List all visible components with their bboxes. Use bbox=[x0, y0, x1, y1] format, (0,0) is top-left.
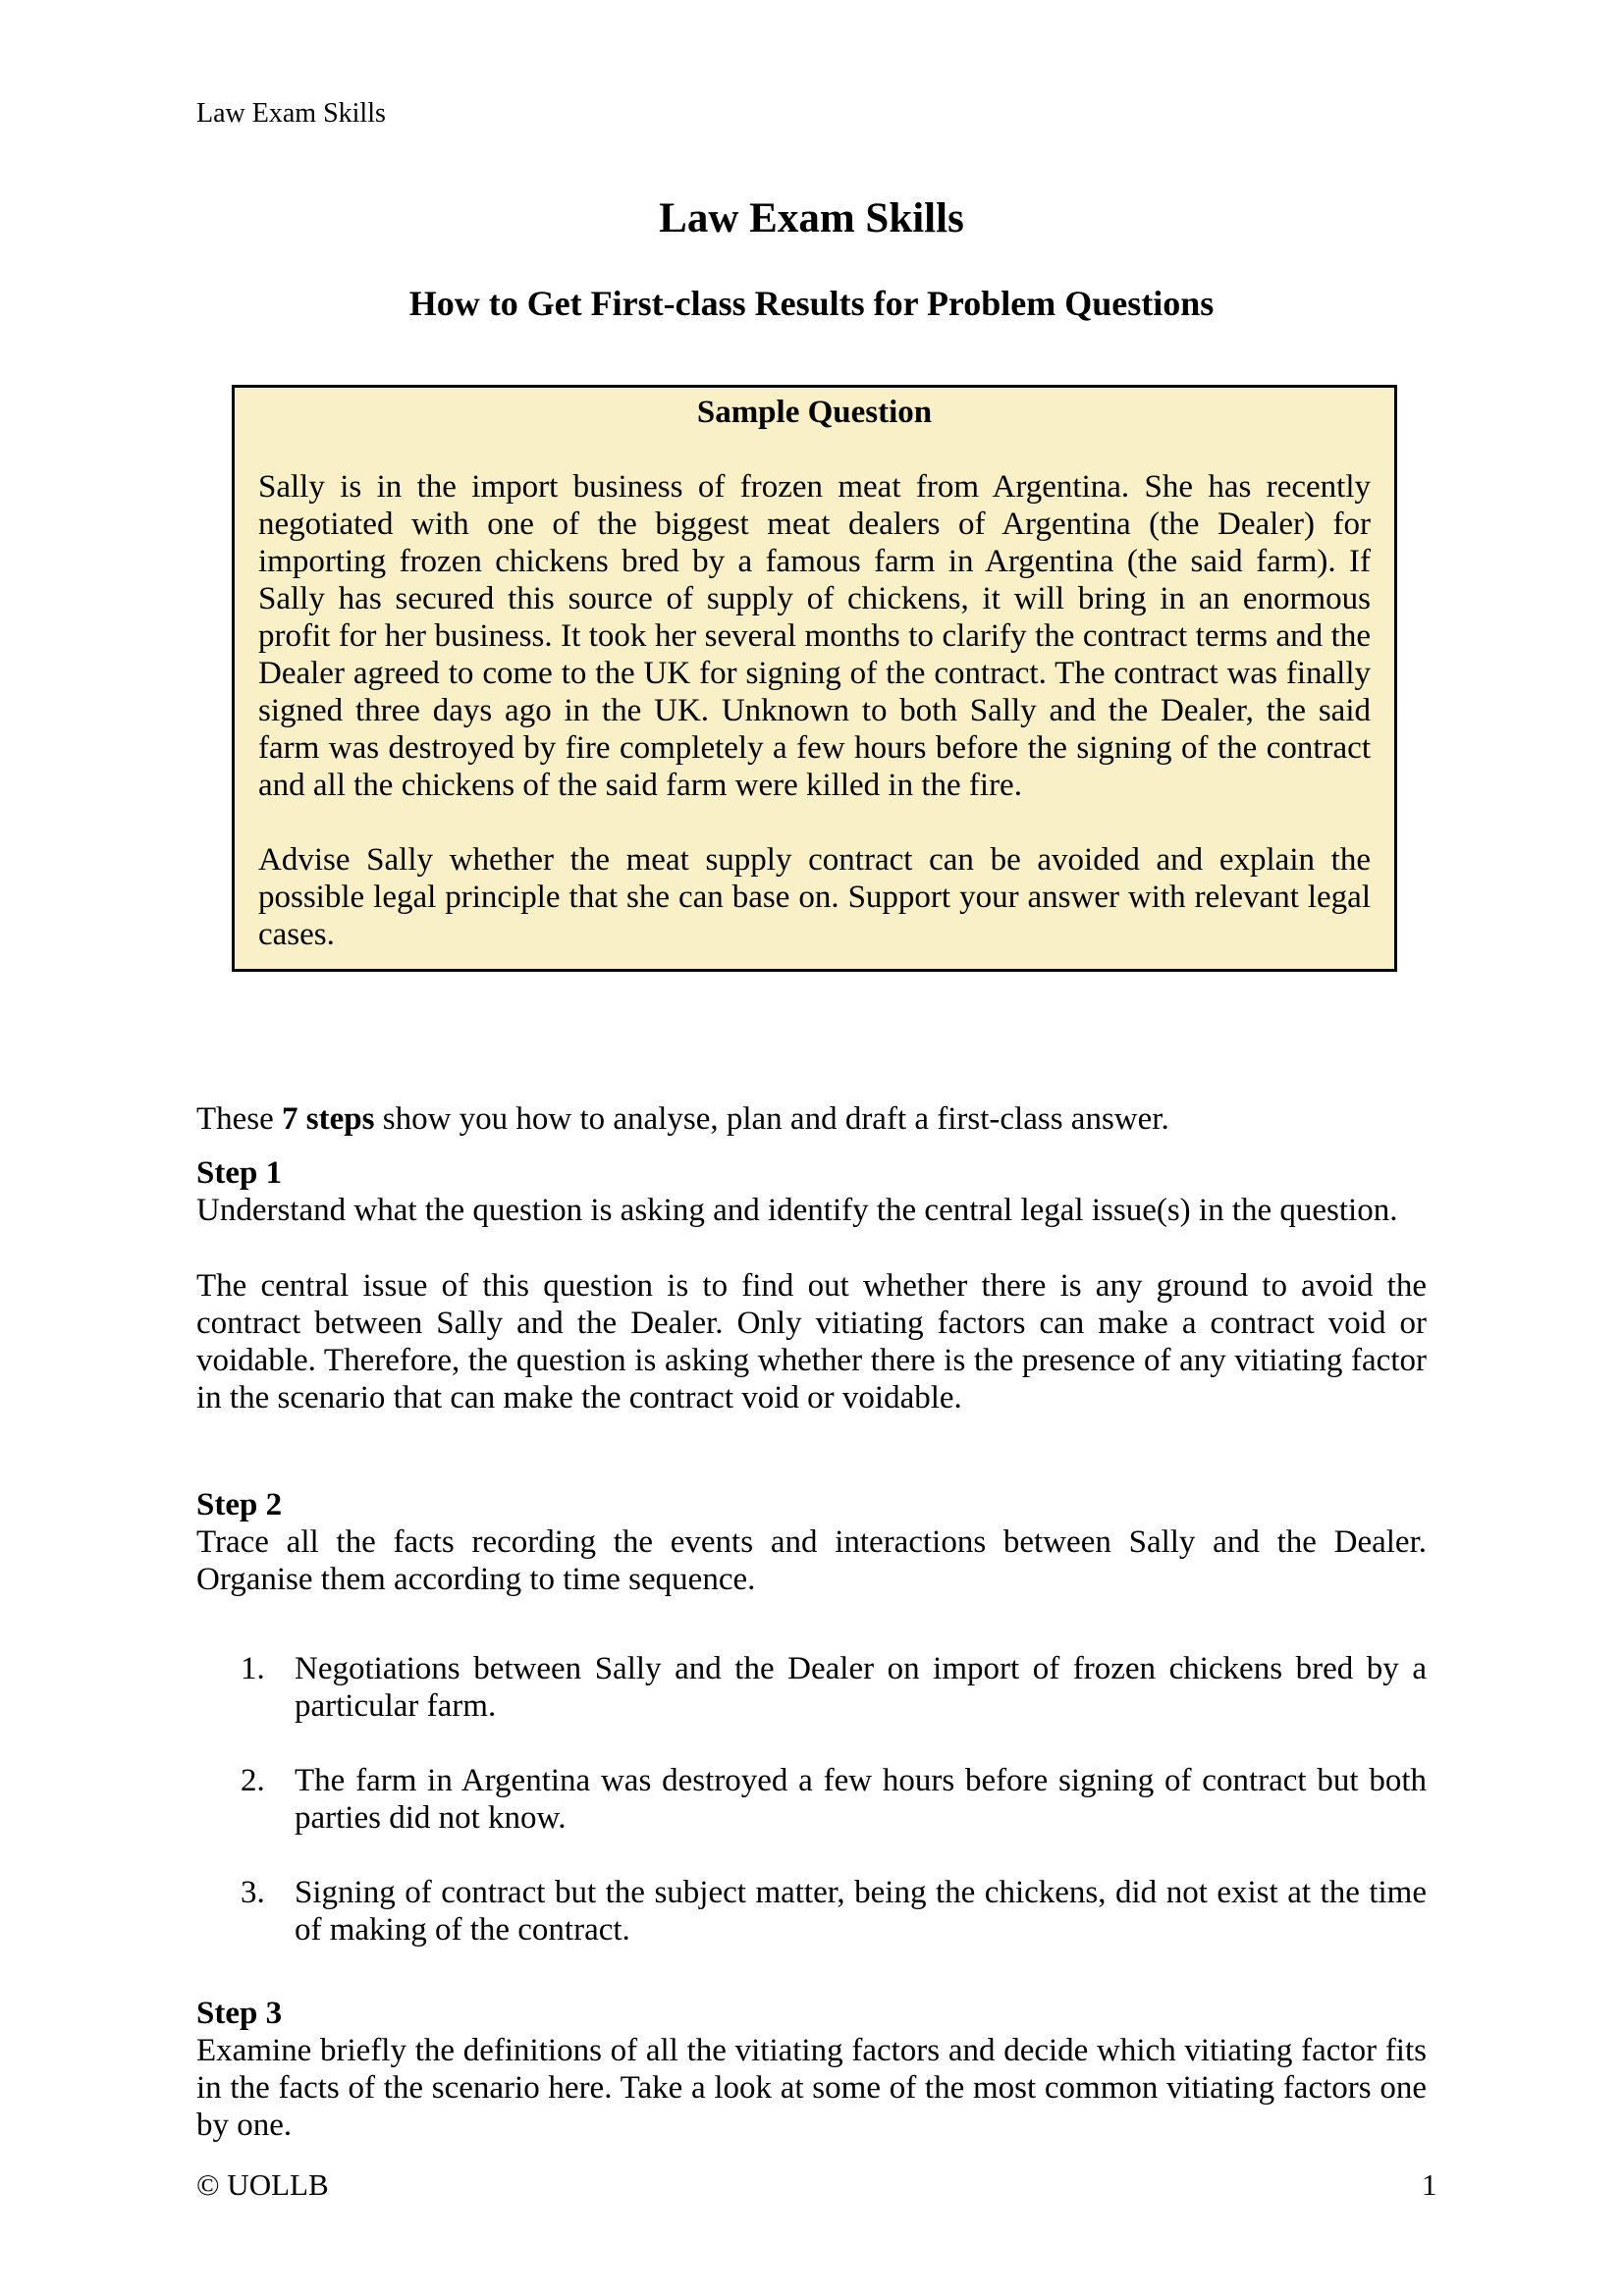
step-1-label: Step 1 bbox=[196, 1155, 283, 1191]
document-body bbox=[196, 0, 1427, 2144]
list-item-3-number: 3. bbox=[241, 1875, 265, 1910]
intro-text-post: show you how to analyse, plan and draft a first-class answer. bbox=[374, 1101, 1169, 1137]
step-3-section bbox=[196, 1995, 1427, 2144]
list-item bbox=[196, 1874, 1427, 1949]
list-item bbox=[196, 1762, 1427, 1837]
sample-question-box bbox=[232, 385, 1397, 972]
running-header: Law Exam Skills bbox=[196, 98, 386, 129]
page-subtitle: How to Get First-class Results for Problem Questions bbox=[408, 284, 1215, 323]
step-1-section bbox=[196, 1154, 1427, 1229]
step-3-description: Examine briefly the definitions of all the vitiating factors and decide which vitiating factor fits in the facts of the scenario here. Take a look at some of the most common vitiating factors one by one. bbox=[196, 2033, 1427, 2143]
footer-copyright: © UOLLB bbox=[196, 2167, 329, 2202]
list-item-2-number: 2. bbox=[241, 1763, 265, 1798]
step-2-section bbox=[196, 1486, 1427, 1598]
sample-question-scenario: Sally is in the import business of frozen meat from Argentina. She has recently negotiated with one of the biggest meat dealers of Argentina (the Dealer) for importing frozen chickens bred by a famous farm in Argentina (the said farm). If Sally has secured this source of supply of chickens, it will bring in an enormous profit for her business. It took her several months to clarify the contract terms and the Dealer agreed to come to the UK for signing of the contract. The contract was finally signed three days ago in the UK. Unknown to both Sally and the Dealer, the said farm was destroyed by fire completely a few hours before the signing of the contract and all the chickens of the said farm were killed in the fire. bbox=[258, 469, 1371, 803]
step-3-label: Step 3 bbox=[196, 1996, 283, 2031]
list-item bbox=[196, 1650, 1427, 1725]
list-item-2-text: The farm in Argentina was destroyed a few hours before signing of contract but both parties did not know. bbox=[295, 1763, 1427, 1836]
footer-page-number: 1 bbox=[1422, 2167, 1437, 2202]
step-1-analysis-paragraph: The central issue of this question is to find out whether there is any ground to avoid the contract between Sally and the Dealer. Only vitiating factors can make a contract void or voidable. Therefore, the question is asking whether there is the presence of any vitiating factor in the scenario that can make the contract void or voidable. bbox=[196, 1268, 1427, 1415]
step-2-label: Step 2 bbox=[196, 1487, 283, 1522]
sample-question-task: Advise Sally whether the meat supply contract can be avoided and explain the possible legal principle that she can base on. Support your answer with relevant legal cases. bbox=[258, 842, 1371, 952]
step-1-description: Understand what the question is asking and identify the central legal issue(s) in the question. bbox=[196, 1193, 1398, 1228]
intro-text-pre: These bbox=[196, 1101, 283, 1137]
sample-question-title: Sample Question bbox=[696, 395, 933, 430]
intro-line bbox=[196, 1100, 1427, 1138]
page-title: Law Exam Skills bbox=[659, 195, 964, 241]
list-item-1-number: 1. bbox=[241, 1651, 265, 1686]
list-item-3-text: Signing of contract but the subject matter, being the chickens, did not exist at the time of making of the contract. bbox=[295, 1875, 1427, 1948]
step-2-description: Trace all the facts recording the events and interactions between Sally and the Dealer. Organise them according to time sequence. bbox=[196, 1524, 1427, 1597]
list-item-1-text: Negotiations between Sally and the Dealer on import of frozen chickens bred by a particular farm. bbox=[295, 1651, 1427, 1724]
intro-text-bold: 7 steps bbox=[282, 1101, 375, 1137]
